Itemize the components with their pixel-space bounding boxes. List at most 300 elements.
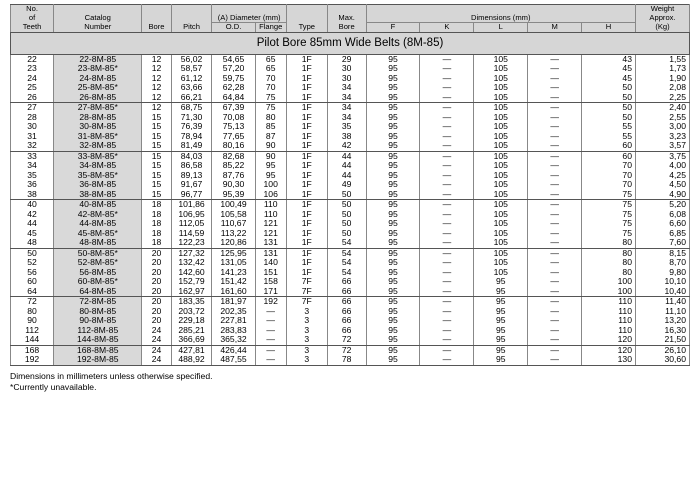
cell-max-bore: 44 xyxy=(327,171,366,181)
cell-catalog-number: 72-8M-85 xyxy=(54,297,142,307)
cell-l: 95 xyxy=(474,326,528,336)
cell-flange: 95 xyxy=(255,161,286,171)
header-catalog: Catalog xyxy=(54,14,142,23)
table-row xyxy=(11,219,690,229)
table-title: Pilot Bore 85mm Wide Belts (8M-85) xyxy=(11,32,690,54)
cell-l: 105 xyxy=(474,83,528,93)
cell-k: — xyxy=(420,54,474,64)
cell-pitch: 81,49 xyxy=(171,141,212,151)
cell-f: 95 xyxy=(366,180,420,190)
cell-od: 202,35 xyxy=(212,307,255,317)
cell-weight: 10,40 xyxy=(635,287,689,297)
cell-weight: 6,85 xyxy=(635,229,689,239)
cell-catalog-number: 30-8M-85 xyxy=(54,122,142,132)
cell-max-bore: 54 xyxy=(327,238,366,248)
cell-flange: — xyxy=(255,335,286,345)
cell-type: 3 xyxy=(286,335,327,345)
cell-h: 75 xyxy=(582,229,636,239)
header-f: F xyxy=(366,23,420,33)
cell-k: — xyxy=(420,103,474,113)
cell-bore: 15 xyxy=(142,113,171,123)
cell-type: 1F xyxy=(286,190,327,200)
header-type: Type xyxy=(286,23,327,33)
cell-od: 80,16 xyxy=(212,141,255,151)
cell-bore: 15 xyxy=(142,132,171,142)
cell-teeth: 36 xyxy=(11,180,54,190)
cell-h: 50 xyxy=(582,83,636,93)
cell-catalog-number: 33-8M-85* xyxy=(54,151,142,161)
cell-flange: 151 xyxy=(255,268,286,278)
cell-l: 105 xyxy=(474,258,528,268)
cell-max-bore: 66 xyxy=(327,326,366,336)
cell-weight: 7,60 xyxy=(635,238,689,248)
cell-max-bore: 72 xyxy=(327,345,366,355)
cell-f: 95 xyxy=(366,210,420,220)
cell-k: — xyxy=(420,83,474,93)
cell-flange: 90 xyxy=(255,141,286,151)
cell-teeth: 52 xyxy=(11,258,54,268)
cell-k: — xyxy=(420,307,474,317)
header-diameter-group: (A) Diameter (mm) xyxy=(212,14,286,23)
cell-f: 95 xyxy=(366,326,420,336)
cell-h: 110 xyxy=(582,307,636,317)
cell-f: 95 xyxy=(366,307,420,317)
cell-k: — xyxy=(420,190,474,200)
cell-f: 95 xyxy=(366,151,420,161)
cell-weight: 6,08 xyxy=(635,210,689,220)
header-kg: (Kg) xyxy=(635,23,689,33)
table-row xyxy=(11,151,690,161)
cell-flange: 131 xyxy=(255,238,286,248)
cell-type: 1F xyxy=(286,113,327,123)
cell-bore: 24 xyxy=(142,326,171,336)
cell-catalog-number: 50-8M-85* xyxy=(54,248,142,258)
cell-weight: 5,20 xyxy=(635,200,689,210)
cell-l: 95 xyxy=(474,277,528,287)
table-row xyxy=(11,335,690,345)
cell-od: 365,32 xyxy=(212,335,255,345)
cell-l: 105 xyxy=(474,113,528,123)
cell-f: 95 xyxy=(366,287,420,297)
cell-weight: 2,40 xyxy=(635,103,689,113)
footnotes xyxy=(10,371,690,393)
header-l: L xyxy=(474,23,528,33)
cell-flange: — xyxy=(255,316,286,326)
cell-max-bore: 38 xyxy=(327,132,366,142)
cell-f: 95 xyxy=(366,238,420,248)
cell-l: 105 xyxy=(474,151,528,161)
cell-od: 283,83 xyxy=(212,326,255,336)
cell-bore: 15 xyxy=(142,190,171,200)
cell-pitch: 106,95 xyxy=(171,210,212,220)
cell-max-bore: 78 xyxy=(327,355,366,365)
cell-bore: 15 xyxy=(142,141,171,151)
cell-catalog-number: 112-8M-85 xyxy=(54,326,142,336)
cell-teeth: 50 xyxy=(11,248,54,258)
cell-l: 105 xyxy=(474,141,528,151)
cell-type: 1F xyxy=(286,54,327,64)
cell-teeth: 112 xyxy=(11,326,54,336)
cell-teeth: 40 xyxy=(11,200,54,210)
cell-f: 95 xyxy=(366,141,420,151)
cell-k: — xyxy=(420,268,474,278)
cell-bore: 15 xyxy=(142,151,171,161)
cell-pitch: 114,59 xyxy=(171,229,212,239)
cell-h: 110 xyxy=(582,326,636,336)
cell-type: 3 xyxy=(286,316,327,326)
cell-f: 95 xyxy=(366,54,420,64)
cell-od: 426,44 xyxy=(212,345,255,355)
cell-f: 95 xyxy=(366,200,420,210)
cell-od: 100,49 xyxy=(212,200,255,210)
cell-f: 95 xyxy=(366,161,420,171)
header-approx: Approx. xyxy=(635,14,689,23)
table-row xyxy=(11,287,690,297)
cell-f: 95 xyxy=(366,345,420,355)
cell-catalog-number: 35-8M-85* xyxy=(54,171,142,181)
cell-k: — xyxy=(420,122,474,132)
cell-max-bore: 66 xyxy=(327,307,366,317)
cell-m: — xyxy=(528,210,582,220)
table-row xyxy=(11,200,690,210)
cell-teeth: 192 xyxy=(11,355,54,365)
cell-m: — xyxy=(528,113,582,123)
cell-teeth: 42 xyxy=(11,210,54,220)
cell-l: 95 xyxy=(474,307,528,317)
cell-k: — xyxy=(420,141,474,151)
cell-teeth: 60 xyxy=(11,277,54,287)
cell-od: 125,95 xyxy=(212,248,255,258)
cell-max-bore: 54 xyxy=(327,248,366,258)
cell-flange: 90 xyxy=(255,151,286,161)
cell-max-bore: 34 xyxy=(327,93,366,103)
cell-catalog-number: 27-8M-85* xyxy=(54,103,142,113)
header-no: No. xyxy=(11,5,54,14)
cell-weight: 4,00 xyxy=(635,161,689,171)
cell-flange: 192 xyxy=(255,297,286,307)
cell-type: 1F xyxy=(286,161,327,171)
cell-k: — xyxy=(420,210,474,220)
cell-f: 95 xyxy=(366,268,420,278)
cell-teeth: 30 xyxy=(11,122,54,132)
cell-teeth: 23 xyxy=(11,64,54,74)
cell-type: 1F xyxy=(286,258,327,268)
cell-k: — xyxy=(420,161,474,171)
cell-max-bore: 50 xyxy=(327,200,366,210)
cell-h: 100 xyxy=(582,287,636,297)
cell-max-bore: 49 xyxy=(327,180,366,190)
cell-weight: 8,15 xyxy=(635,248,689,258)
cell-weight: 1,55 xyxy=(635,54,689,64)
cell-m: — xyxy=(528,268,582,278)
cell-k: — xyxy=(420,151,474,161)
cell-l: 105 xyxy=(474,180,528,190)
cell-od: 487,55 xyxy=(212,355,255,365)
cell-l: 105 xyxy=(474,210,528,220)
cell-l: 105 xyxy=(474,200,528,210)
table-row xyxy=(11,190,690,200)
cell-f: 95 xyxy=(366,83,420,93)
cell-pitch: 488,92 xyxy=(171,355,212,365)
cell-od: 57,20 xyxy=(212,64,255,74)
cell-type: 1F xyxy=(286,229,327,239)
cell-pitch: 63,66 xyxy=(171,83,212,93)
cell-m: — xyxy=(528,171,582,181)
cell-flange: 100 xyxy=(255,180,286,190)
cell-catalog-number: 48-8M-85 xyxy=(54,238,142,248)
cell-l: 105 xyxy=(474,161,528,171)
cell-h: 75 xyxy=(582,219,636,229)
cell-l: 105 xyxy=(474,219,528,229)
cell-l: 105 xyxy=(474,122,528,132)
cell-m: — xyxy=(528,277,582,287)
cell-flange: 85 xyxy=(255,122,286,132)
cell-teeth: 72 xyxy=(11,297,54,307)
cell-od: 59,75 xyxy=(212,74,255,84)
cell-flange: 65 xyxy=(255,54,286,64)
note-dimensions: Dimensions in millimeters unless otherwise specified. xyxy=(10,370,213,381)
cell-max-bore: 30 xyxy=(327,74,366,84)
cell-k: — xyxy=(420,335,474,345)
cell-l: 105 xyxy=(474,248,528,258)
cell-h: 80 xyxy=(582,268,636,278)
cell-k: — xyxy=(420,64,474,74)
cell-m: — xyxy=(528,93,582,103)
table-row xyxy=(11,122,690,132)
cell-catalog-number: 90-8M-85 xyxy=(54,316,142,326)
cell-flange: 131 xyxy=(255,248,286,258)
cell-k: — xyxy=(420,200,474,210)
cell-f: 95 xyxy=(366,316,420,326)
cell-l: 105 xyxy=(474,103,528,113)
table-row xyxy=(11,238,690,248)
cell-od: 87,76 xyxy=(212,171,255,181)
cell-m: — xyxy=(528,180,582,190)
cell-h: 60 xyxy=(582,141,636,151)
cell-k: — xyxy=(420,248,474,258)
cell-od: 67,39 xyxy=(212,103,255,113)
cell-weight: 16,30 xyxy=(635,326,689,336)
cell-pitch: 122,23 xyxy=(171,238,212,248)
table-row xyxy=(11,355,690,365)
cell-pitch: 101,86 xyxy=(171,200,212,210)
cell-bore: 15 xyxy=(142,161,171,171)
cell-catalog-number: 23-8M-85* xyxy=(54,64,142,74)
cell-od: 161,60 xyxy=(212,287,255,297)
table-row xyxy=(11,132,690,142)
cell-f: 95 xyxy=(366,229,420,239)
header-k: K xyxy=(420,23,474,33)
cell-f: 95 xyxy=(366,335,420,345)
cell-h: 75 xyxy=(582,210,636,220)
cell-l: 105 xyxy=(474,268,528,278)
cell-l: 105 xyxy=(474,74,528,84)
cell-h: 80 xyxy=(582,248,636,258)
cell-bore: 20 xyxy=(142,316,171,326)
cell-teeth: 56 xyxy=(11,268,54,278)
cell-l: 105 xyxy=(474,132,528,142)
cell-bore: 12 xyxy=(142,103,171,113)
cell-type: 3 xyxy=(286,345,327,355)
cell-bore: 20 xyxy=(142,268,171,278)
cell-bore: 12 xyxy=(142,83,171,93)
cell-od: 77,65 xyxy=(212,132,255,142)
cell-catalog-number: 25-8M-85* xyxy=(54,83,142,93)
cell-bore: 20 xyxy=(142,297,171,307)
cell-teeth: 168 xyxy=(11,345,54,355)
cell-weight: 1,73 xyxy=(635,64,689,74)
cell-f: 95 xyxy=(366,171,420,181)
cell-od: 70,08 xyxy=(212,113,255,123)
cell-type: 7F xyxy=(286,297,327,307)
cell-teeth: 32 xyxy=(11,141,54,151)
cell-flange: 110 xyxy=(255,210,286,220)
cell-od: 227,81 xyxy=(212,316,255,326)
cell-max-bore: 50 xyxy=(327,190,366,200)
cell-flange: — xyxy=(255,307,286,317)
cell-k: — xyxy=(420,287,474,297)
cell-flange: 87 xyxy=(255,132,286,142)
cell-teeth: 48 xyxy=(11,238,54,248)
cell-k: — xyxy=(420,326,474,336)
cell-flange: 106 xyxy=(255,190,286,200)
cell-flange: 95 xyxy=(255,171,286,181)
cell-pitch: 66,21 xyxy=(171,93,212,103)
cell-k: — xyxy=(420,258,474,268)
cell-k: — xyxy=(420,113,474,123)
cell-flange: — xyxy=(255,345,286,355)
cell-l: 95 xyxy=(474,355,528,365)
cell-weight: 21,50 xyxy=(635,335,689,345)
cell-m: — xyxy=(528,161,582,171)
table-row xyxy=(11,113,690,123)
cell-pitch: 285,21 xyxy=(171,326,212,336)
cell-flange: 121 xyxy=(255,229,286,239)
cell-bore: 15 xyxy=(142,171,171,181)
cell-type: 7F xyxy=(286,277,327,287)
cell-k: — xyxy=(420,238,474,248)
cell-bore: 18 xyxy=(142,219,171,229)
cell-m: — xyxy=(528,345,582,355)
cell-catalog-number: 144-8M-85 xyxy=(54,335,142,345)
cell-catalog-number: 24-8M-85 xyxy=(54,74,142,84)
cell-l: 105 xyxy=(474,93,528,103)
cell-type: 7F xyxy=(286,287,327,297)
cell-od: 110,67 xyxy=(212,219,255,229)
cell-f: 95 xyxy=(366,64,420,74)
cell-od: 95,39 xyxy=(212,190,255,200)
table-row xyxy=(11,307,690,317)
cell-m: — xyxy=(528,287,582,297)
cell-m: — xyxy=(528,122,582,132)
cell-flange: 110 xyxy=(255,200,286,210)
cell-max-bore: 35 xyxy=(327,122,366,132)
cell-h: 110 xyxy=(582,297,636,307)
cell-max-bore: 42 xyxy=(327,141,366,151)
cell-weight: 6,60 xyxy=(635,219,689,229)
cell-k: — xyxy=(420,277,474,287)
cell-m: — xyxy=(528,258,582,268)
cell-type: 3 xyxy=(286,326,327,336)
cell-teeth: 25 xyxy=(11,83,54,93)
cell-m: — xyxy=(528,132,582,142)
cell-max-bore: 72 xyxy=(327,335,366,345)
cell-m: — xyxy=(528,326,582,336)
cell-k: — xyxy=(420,132,474,142)
cell-type: 1F xyxy=(286,122,327,132)
cell-od: 151,42 xyxy=(212,277,255,287)
note-unavailable: *Currently unavailable. xyxy=(10,381,97,392)
cell-catalog-number: 40-8M-85 xyxy=(54,200,142,210)
cell-max-bore: 34 xyxy=(327,113,366,123)
cell-weight: 4,25 xyxy=(635,171,689,181)
cell-bore: 20 xyxy=(142,258,171,268)
cell-type: 1F xyxy=(286,74,327,84)
cell-flange: — xyxy=(255,355,286,365)
cell-l: 105 xyxy=(474,54,528,64)
cell-h: 50 xyxy=(582,113,636,123)
cell-bore: 20 xyxy=(142,287,171,297)
cell-bore: 18 xyxy=(142,238,171,248)
cell-m: — xyxy=(528,229,582,239)
table-row xyxy=(11,268,690,278)
header-h: H xyxy=(582,23,636,33)
cell-weight: 3,75 xyxy=(635,151,689,161)
table-row xyxy=(11,74,690,84)
cell-od: 85,22 xyxy=(212,161,255,171)
cell-k: — xyxy=(420,229,474,239)
cell-weight: 11,10 xyxy=(635,307,689,317)
cell-h: 80 xyxy=(582,258,636,268)
cell-bore: 20 xyxy=(142,277,171,287)
cell-pitch: 127,32 xyxy=(171,248,212,258)
cell-catalog-number: 36-8M-85 xyxy=(54,180,142,190)
cell-teeth: 44 xyxy=(11,219,54,229)
cell-catalog-number: 42-8M-85* xyxy=(54,210,142,220)
cell-m: — xyxy=(528,248,582,258)
cell-m: — xyxy=(528,316,582,326)
cell-max-bore: 66 xyxy=(327,277,366,287)
cell-max-bore: 66 xyxy=(327,316,366,326)
cell-k: — xyxy=(420,355,474,365)
cell-f: 95 xyxy=(366,277,420,287)
cell-weight: 4,50 xyxy=(635,180,689,190)
cell-pitch: 203,72 xyxy=(171,307,212,317)
cell-f: 95 xyxy=(366,132,420,142)
cell-k: — xyxy=(420,180,474,190)
cell-pitch: 84,03 xyxy=(171,151,212,161)
cell-weight: 26,10 xyxy=(635,345,689,355)
header-teeth: Teeth xyxy=(11,23,54,33)
cell-bore: 12 xyxy=(142,64,171,74)
cell-weight: 3,00 xyxy=(635,122,689,132)
cell-m: — xyxy=(528,64,582,74)
cell-type: 1F xyxy=(286,141,327,151)
cell-teeth: 90 xyxy=(11,316,54,326)
cell-type: 1F xyxy=(286,200,327,210)
cell-h: 75 xyxy=(582,200,636,210)
table-row xyxy=(11,54,690,64)
cell-pitch: 58,57 xyxy=(171,64,212,74)
cell-h: 80 xyxy=(582,238,636,248)
cell-type: 1F xyxy=(286,248,327,258)
cell-m: — xyxy=(528,219,582,229)
cell-teeth: 144 xyxy=(11,335,54,345)
cell-h: 60 xyxy=(582,151,636,161)
cell-teeth: 64 xyxy=(11,287,54,297)
cell-type: 1F xyxy=(286,210,327,220)
cell-bore: 18 xyxy=(142,200,171,210)
